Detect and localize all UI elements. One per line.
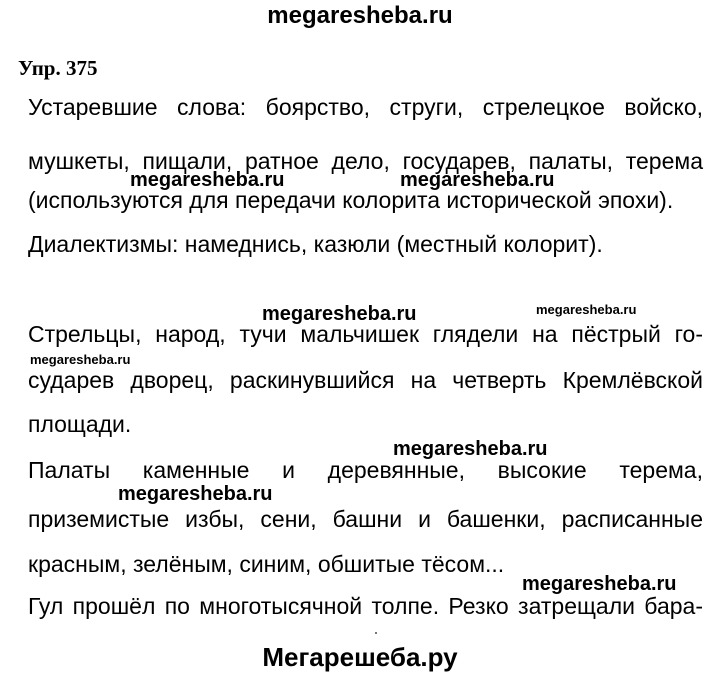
text-line: сударев дворец, раскинувшийся на четверть Кремлёвской <box>28 367 703 393</box>
text-line: Стрельцы, народ, тучи мальчишек глядели на пёстрый го- <box>28 321 703 347</box>
text-line: красным, зелёным, синим, обшитые тёсом... <box>28 551 505 577</box>
watermark: megaresheba.ru <box>400 169 555 191</box>
watermark: megaresheba.ru <box>30 352 131 367</box>
site-header: megaresheba.ru <box>267 2 453 29</box>
text-line: площади. <box>28 411 132 437</box>
text-line: Гул прошёл по многотысячной толпе. Резко затрещали бара- <box>28 593 703 619</box>
watermark: megaresheba.ru <box>262 303 417 325</box>
text-line: мушкеты, пищали, ратное дело, государев, палаты, терема <box>28 148 703 174</box>
text-line: (используются для передачи колорита исторической эпохи). <box>28 187 674 213</box>
dot-mark <box>375 632 377 634</box>
watermark: megaresheba.ru <box>118 483 273 505</box>
watermark: megaresheba.ru <box>522 573 677 595</box>
text-line: Диалектизмы: намеднись, казюли (местный колорит). <box>28 231 603 257</box>
watermark: megaresheba.ru <box>130 169 285 191</box>
text-line: приземистые избы, сени, башни и башенки, расписанные <box>28 506 703 532</box>
text-line: Устаревшие слова: боярство, струги, стрелецкое войско, <box>28 94 703 120</box>
watermark: megaresheba.ru <box>536 302 637 317</box>
exercise-heading: Упр. 375 <box>18 56 98 80</box>
site-footer: Мегарешеба.ру <box>262 642 458 672</box>
text-line: Палаты каменные и деревянные, высокие терема, <box>28 457 703 483</box>
watermark: megaresheba.ru <box>393 438 548 460</box>
